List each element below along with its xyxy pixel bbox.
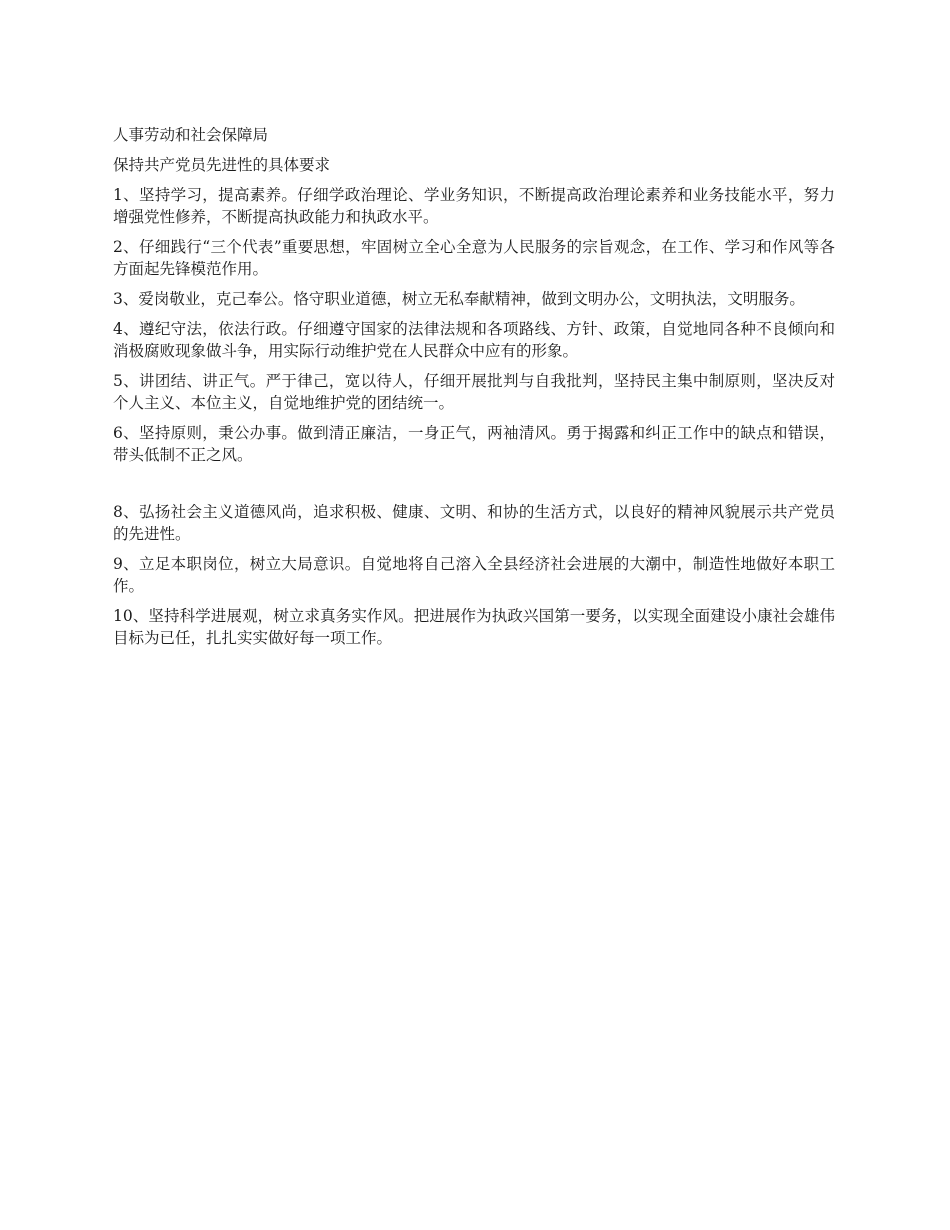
requirement-item-1: 1、坚持学习，提高素养。仔细学政治理论、学业务知识，不断提高政治理论素养和业务技能水平，努力增强党性修养，不断提高执政能力和执政水平。 <box>113 186 835 226</box>
document-page <box>113 124 835 657</box>
requirement-item-2: 2、仔细践行“三个代表”重要思想，牢固树立全心全意为人民服务的宗旨观念，在工作、学习和作风等各方面起先锋模范作用。 <box>113 238 835 278</box>
requirement-item-8: 8、弘扬社会主义道德风尚，追求积极、健康、文明、和协的生活方式，以良好的精神风貌展示共产党员的先进性。 <box>113 503 835 543</box>
requirement-item-5: 5、讲团结、讲正气。严于律己，宽以待人，仔细开展批判与自我批判，坚持民主集中制原则，坚决反对个人主义、本位主义，自觉地维护党的团结统一。 <box>113 372 835 412</box>
requirement-item-6: 6、坚持原则，秉公办事。做到清正廉洁，一身正气，两袖清风。勇于揭露和纠正工作中的缺点和错误，带头低制不正之风。 <box>113 424 835 464</box>
requirement-item-9: 9、立足本职岗位，树立大局意识。自觉地将自己溶入全县经济社会进展的大潮中，制造性地做好本职工作。 <box>113 555 835 595</box>
document-title: 保持共产党员先进性的具体要求 <box>113 156 331 174</box>
requirement-item-4: 4、遵纪守法，依法行政。仔细遵守国家的法律法规和各项路线、方针、政策，自觉地同各种不良倾向和消极腐败现象做斗争，用实际行动维护党在人民群众中应有的形象。 <box>113 320 835 360</box>
requirement-item-10: 10、坚持科学进展观，树立求真务实作风。把进展作为执政兴国第一要务，以实现全面建设小康社会雄伟目标为已任，扎扎实实做好每一项工作。 <box>113 607 835 647</box>
organization-name: 人事劳动和社会保障局 <box>113 126 269 144</box>
requirement-item-3: 3、爱岗敬业，克己奉公。恪守职业道德，树立无私奉献精神，做到文明办公，文明执法，文明服务。 <box>113 290 805 308</box>
blank-gap <box>113 474 835 501</box>
